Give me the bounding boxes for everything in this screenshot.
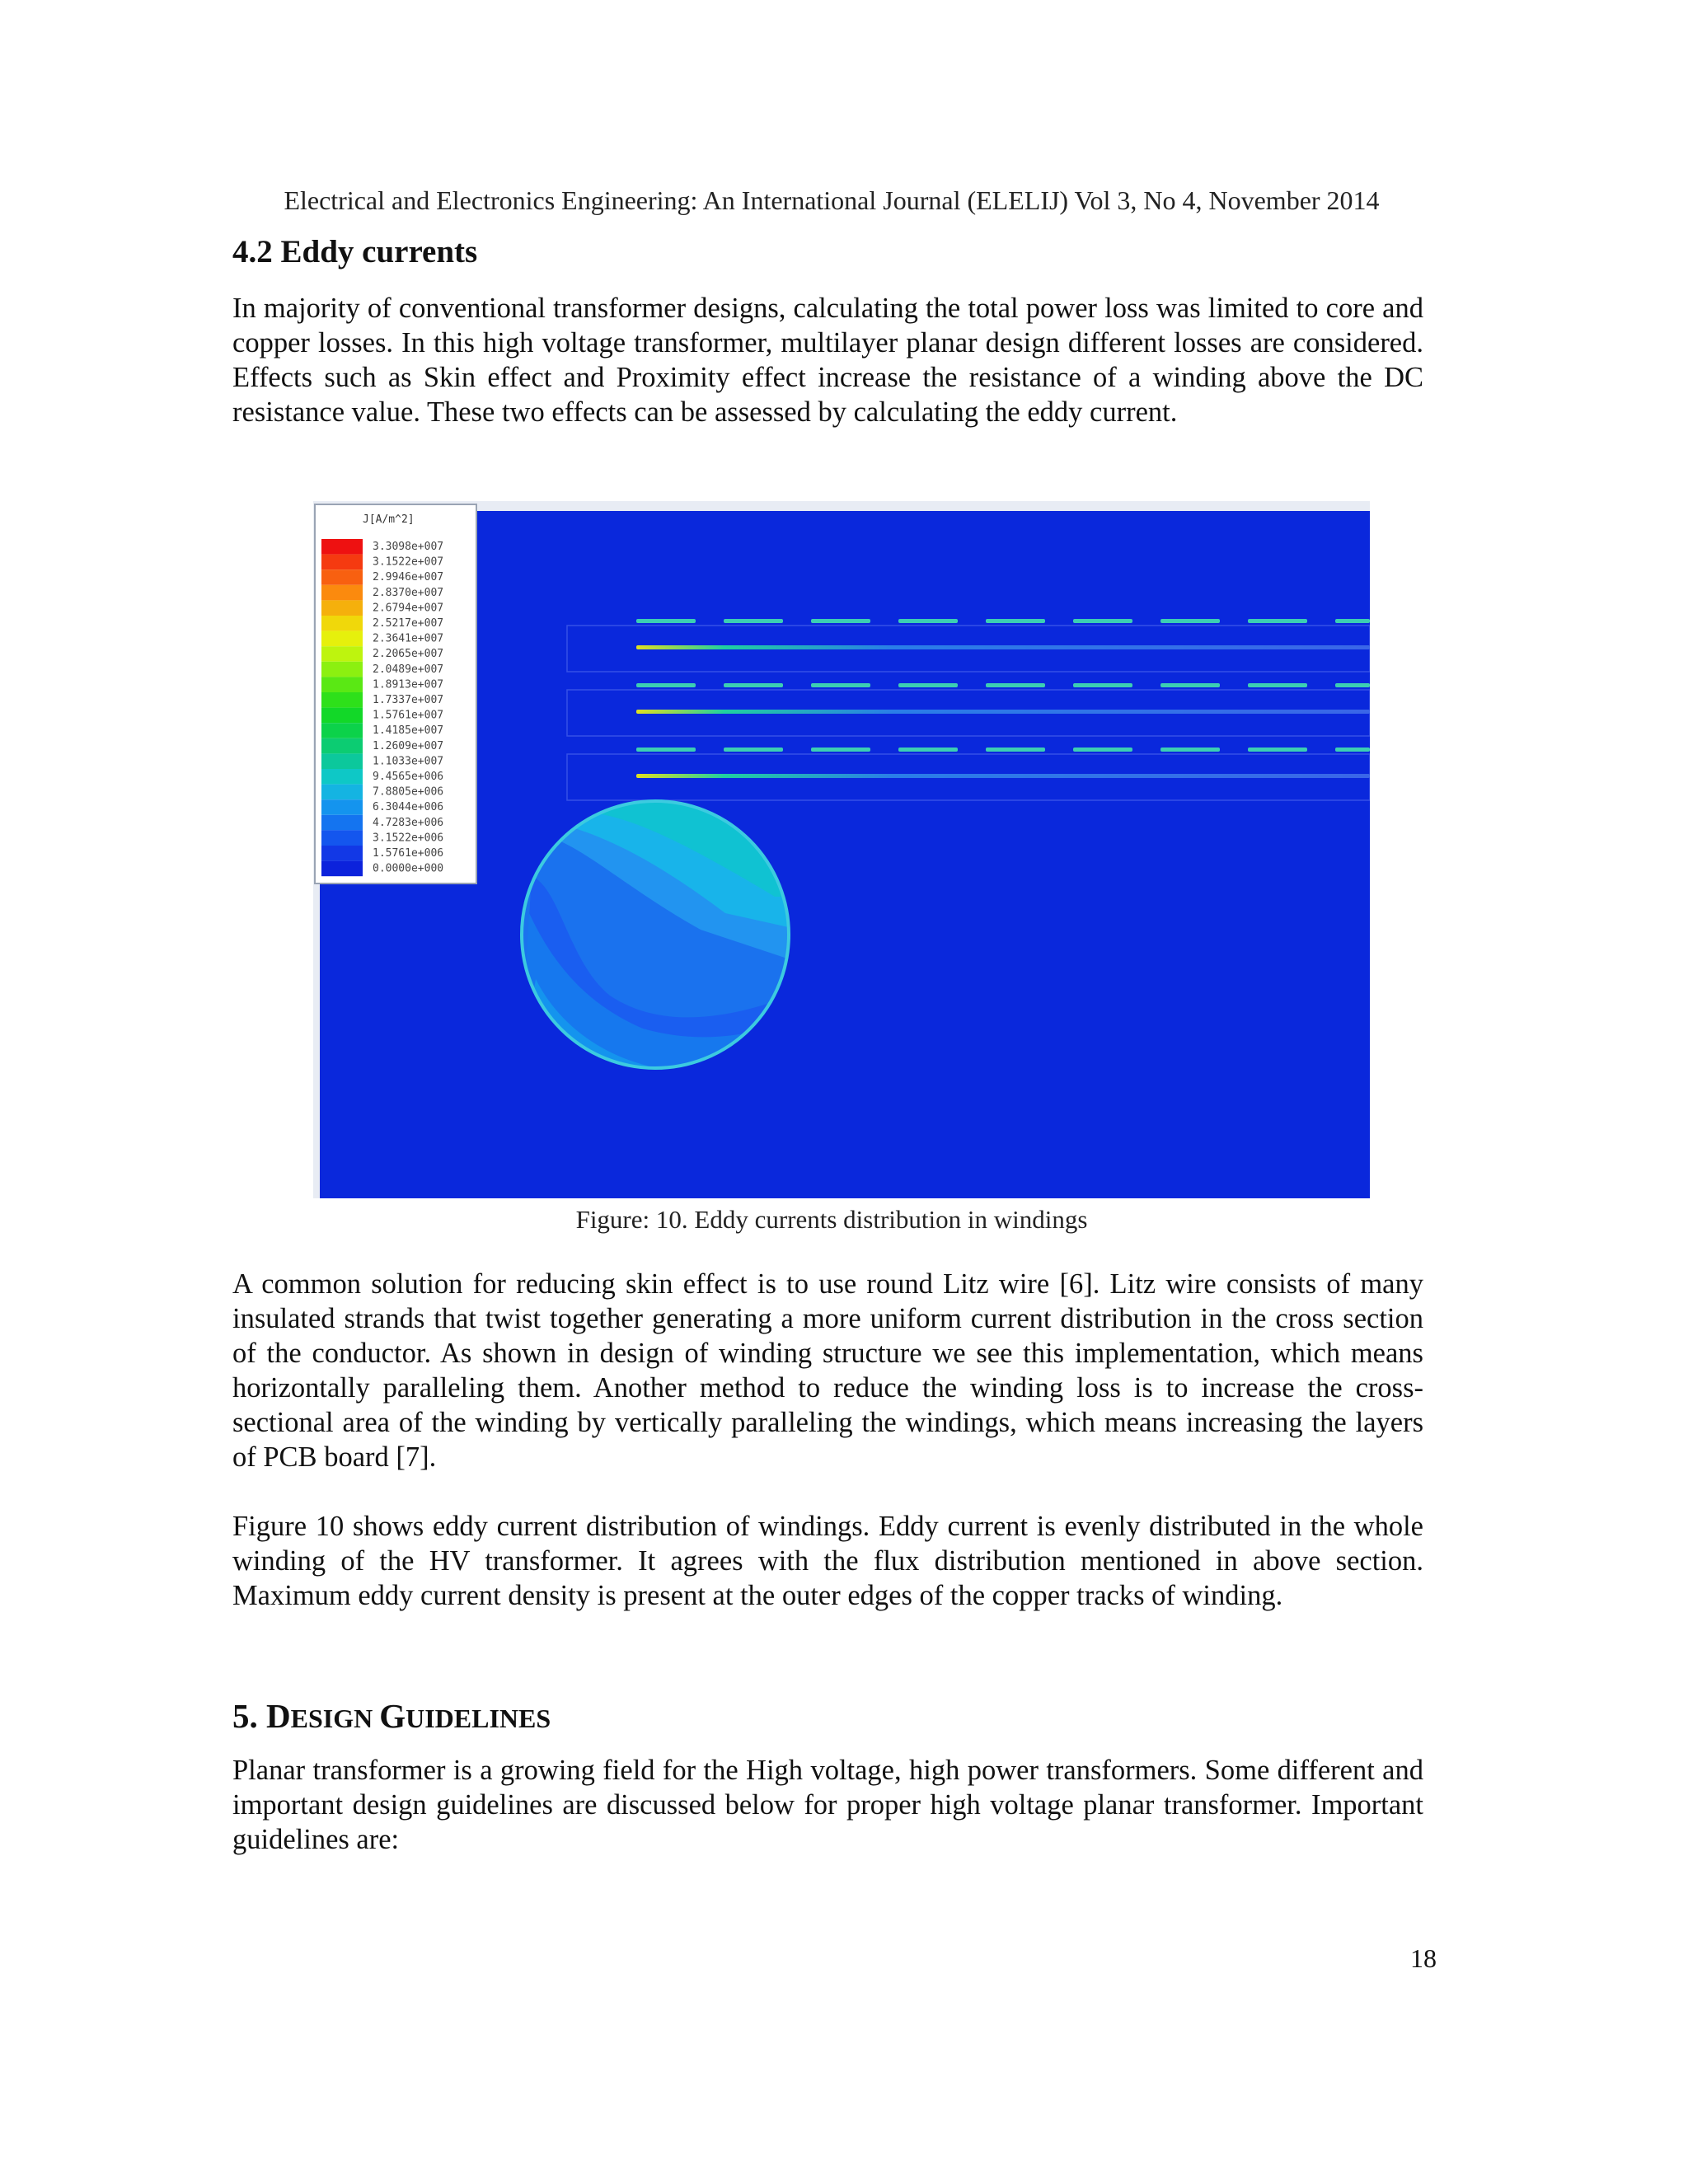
copper-segment [724, 619, 783, 623]
copper-segment [1335, 619, 1370, 623]
legend-swatch [321, 585, 363, 601]
legend-swatch [321, 861, 363, 877]
copper-segment [898, 683, 958, 687]
copper-segment [1160, 748, 1220, 752]
legend-value: 4.7283e+006 [373, 816, 444, 829]
legend-swatch [321, 723, 363, 738]
legend-value: 1.2609e+007 [373, 739, 444, 752]
page-number: 18 [1410, 1943, 1437, 1973]
legend-swatch [321, 846, 363, 861]
legend-value: 1.7337e+007 [373, 694, 444, 706]
copper-segment [724, 683, 783, 687]
legend-swatch [321, 708, 363, 724]
copper-segment [898, 619, 958, 623]
legend-value: 3.3098e+007 [373, 541, 444, 553]
eddy-current-figure [313, 501, 1370, 1198]
copper-segment [1335, 748, 1370, 752]
copper-segment [1248, 619, 1307, 623]
legend-swatch [321, 738, 363, 754]
copper-segment [811, 748, 870, 752]
paragraph-eddy-intro: In majority of conventional transformer designs, calculating the total power loss was limited to core and copper losses. In this high voltage transformer, multilayer planar design different losses are considered. Effects such as Skin effect and Proximity effect increase the resistance of a winding above the DC resistance value. These two effects can be assessed by calculating the eddy current. [232, 293, 1423, 428]
legend-swatch [321, 692, 363, 708]
legend-value: 6.3044e+006 [373, 801, 444, 814]
copper-segment [986, 619, 1045, 623]
legend-swatch [321, 539, 363, 555]
legend-swatch [321, 555, 363, 570]
copper-segment [636, 619, 696, 623]
legend-swatch [321, 662, 363, 677]
legend-swatch [321, 677, 363, 692]
copper-segment [724, 748, 783, 752]
section-heading-4-2: 4.2 Eddy currents [232, 234, 478, 269]
legend-value: 2.9946e+007 [373, 571, 444, 584]
copper-segment [811, 683, 870, 687]
heading-cap-g: G [379, 1697, 406, 1735]
heading-rest-1: ESIGN [290, 1704, 380, 1733]
copper-segment [986, 748, 1045, 752]
legend-swatch [321, 769, 363, 785]
legend-swatch [321, 799, 363, 815]
legend-value: 9.4565e+006 [373, 771, 444, 783]
legend-swatch [321, 631, 363, 647]
copper-segment [1160, 619, 1220, 623]
legend-swatch [321, 815, 363, 831]
winding-strip [636, 774, 1370, 778]
copper-segment [811, 619, 870, 623]
copper-segment [986, 683, 1045, 687]
legend-swatch [321, 753, 363, 769]
legend-swatch [321, 616, 363, 631]
paragraph-design-guidelines: Planar transformer is a growing field for the High voltage, high power transformers. Some different and important design guidelines are discussed below for proper high voltage planar transformer. Important guidelines are: [232, 1755, 1423, 1855]
figure-caption: Figure: 10. Eddy currents distribution in windings [575, 1205, 1088, 1234]
copper-segment [636, 748, 696, 752]
legend-value: 2.2065e+007 [373, 648, 444, 661]
copper-segment [1335, 683, 1370, 687]
legend-value: 2.3641e+007 [373, 632, 444, 645]
legend-value: 2.6794e+007 [373, 602, 444, 615]
legend-swatch [321, 600, 363, 616]
legend-value: 2.8370e+007 [373, 586, 444, 599]
heading-cap-d: D [266, 1697, 291, 1735]
heading-rest-2: UIDELINES [406, 1704, 551, 1733]
legend-value: 1.4185e+007 [373, 724, 444, 738]
paragraph-eddy-distribution: Figure 10 shows eddy current distribution of windings. Eddy current is evenly distributed in the whole winding of the HV transformer. It agrees with the flux distribution mentioned in above section. Maximum eddy current density is present at the outer edges of the copper tracks of winding. [232, 1511, 1423, 1611]
section-heading-5 [232, 1696, 551, 1736]
copper-segment [898, 748, 958, 752]
legend-title: J[A/m^2] [363, 513, 415, 526]
winding-strip [636, 710, 1370, 714]
legend-value: 1.8913e+007 [373, 678, 444, 691]
copper-segment [1073, 748, 1132, 752]
legend-swatch [321, 785, 363, 800]
paragraph-litz-wire: A common solution for reducing skin effect is to use round Litz wire [6]. Litz wire consists of many insulated strands that twist together generating a more uniform current distribution in the cross section of the conductor. As shown in design of winding structure we see this implementation, which means horizontally paralleling them. Another method to reduce the winding loss is to increase the cross-sectional area of the winding by vertically paralleling the windings, which means increasing the layers of PCB board [7]. [232, 1268, 1423, 1473]
copper-segment [1073, 619, 1132, 623]
field-plot-background [320, 511, 1370, 1198]
legend-swatch [321, 646, 363, 662]
legend-value: 3.1522e+006 [373, 832, 444, 845]
copper-segment [1160, 683, 1220, 687]
copper-segment [1073, 683, 1132, 687]
legend-value: 2.0489e+007 [373, 663, 444, 676]
legend-value: 7.8805e+006 [373, 785, 444, 799]
legend-value: 1.5761e+006 [373, 847, 444, 860]
legend-value: 3.1522e+007 [373, 555, 444, 569]
legend-swatch [321, 830, 363, 846]
running-head: Electrical and Electronics Engineering: An International Journal (ELELIJ) Vol 3, No 4, November 2014 [284, 185, 1380, 215]
copper-segment [1248, 748, 1307, 752]
copper-segment [636, 683, 696, 687]
copper-segment [1248, 683, 1307, 687]
section-number: 5. [232, 1697, 266, 1735]
winding-strip [636, 645, 1370, 649]
legend-swatch [321, 569, 363, 585]
legend-value: 2.5217e+007 [373, 617, 444, 630]
legend-value: 1.1033e+007 [373, 755, 444, 768]
legend-value: 0.0000e+000 [373, 862, 444, 875]
color-legend [315, 504, 476, 883]
legend-value: 1.5761e+007 [373, 709, 444, 722]
